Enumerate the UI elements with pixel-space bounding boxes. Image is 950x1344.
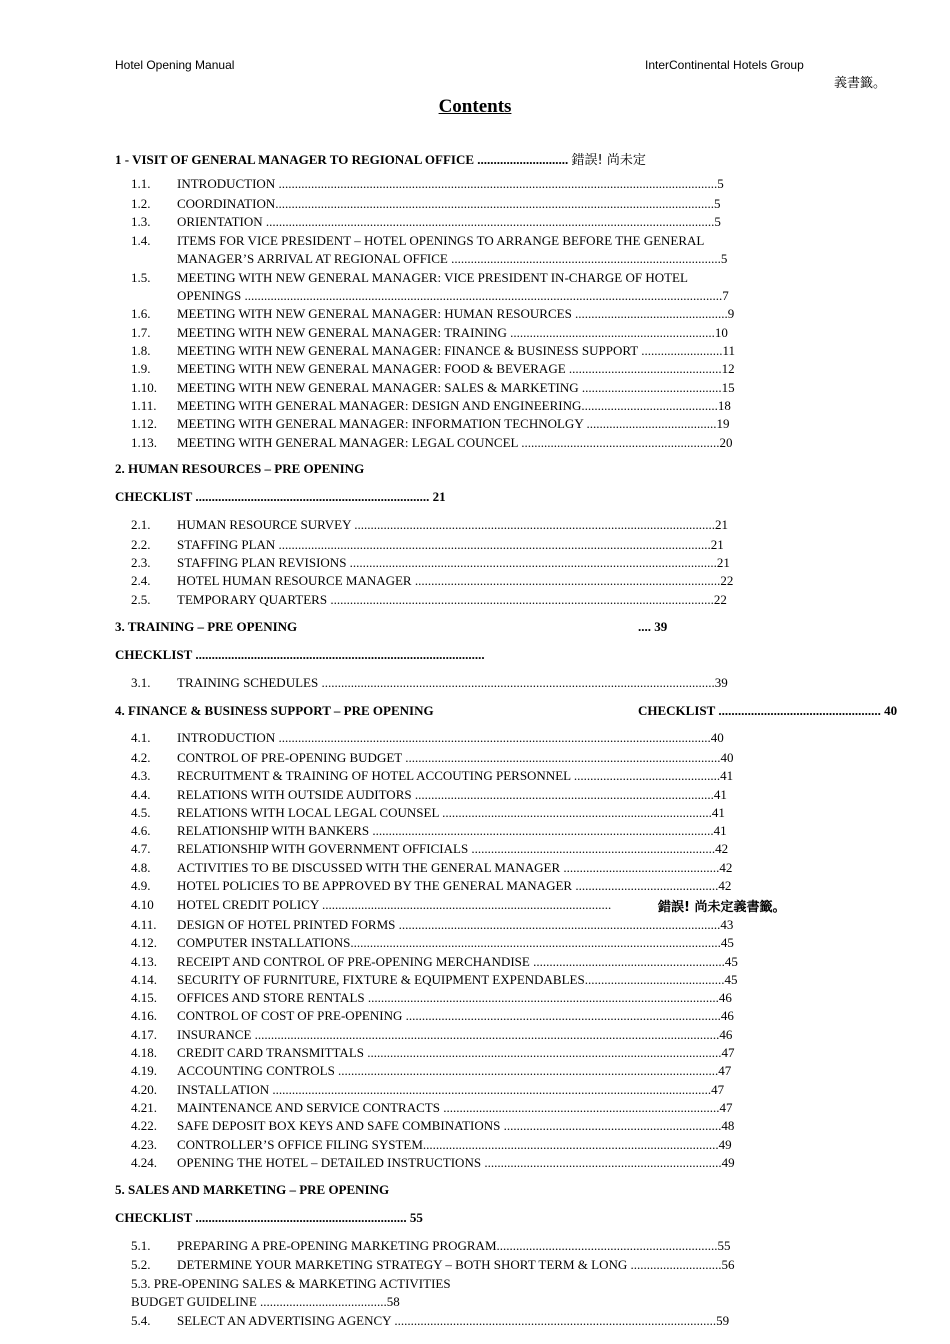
toc-entry-number: 1.11. xyxy=(131,398,157,413)
toc-section-2-heading[interactable]: 2. HUMAN RESOURCES – PRE OPENING xyxy=(115,461,365,476)
toc-entry-title[interactable]: MEETING WITH GENERAL MANAGER: INFORMATION TECHNOLGY ........................................19 xyxy=(177,416,730,431)
toc-entry-number: 1.10. xyxy=(131,380,157,395)
toc-entry-title[interactable]: COMPUTER INSTALLATIONS..................................................................................................................45 xyxy=(177,935,734,950)
toc-entry-title[interactable]: MEETING WITH NEW GENERAL MANAGER: HUMAN RESOURCES ...............................................9 xyxy=(177,306,735,321)
toc-entry-title-continued[interactable]: OPENINGS ...................................................................................................................................................7 xyxy=(177,288,729,303)
toc-entry-title[interactable]: SELECT AN ADVERTISING AGENCY ...................................................................................................59 xyxy=(177,1313,730,1328)
toc-entry-number: 3.1. xyxy=(131,675,151,690)
toc-entry-title[interactable]: RECEIPT AND CONTROL OF PRE-OPENING MERCHANDISE ...........................................................45 xyxy=(177,954,738,969)
bookmark-error-note: 義書籤。 xyxy=(834,76,887,91)
toc-entry-number: 1.4. xyxy=(131,233,151,248)
toc-entry-number: 4.15. xyxy=(131,990,157,1005)
toc-entry-title[interactable]: SECURITY OF FURNITURE, FIXTURE & EQUIPMENT EXPENDABLES...........................................45 xyxy=(177,972,738,987)
toc-entry-title[interactable]: RECRUITMENT & TRAINING OF HOTEL ACCOUTING PERSONNEL .............................................41 xyxy=(177,768,734,783)
toc-entry-number: 1.2. xyxy=(131,196,151,211)
toc-entry-number: 2.3. xyxy=(131,555,151,570)
bookmark-error-text: 錯誤! 尚未定義書籤。 xyxy=(658,900,786,915)
toc-entry-number: 4.14. xyxy=(131,972,157,987)
toc-entry-title[interactable]: ACCOUNTING CONTROLS .....................................................................................................................47 xyxy=(177,1063,732,1078)
toc-entry-number: 4.16. xyxy=(131,1008,157,1023)
toc-section-2-checklist[interactable]: CHECKLIST ........................................................................ 21 xyxy=(115,489,446,504)
toc-entry-number: 4.17. xyxy=(131,1027,157,1042)
toc-entry-number: 4.18. xyxy=(131,1045,157,1060)
toc-section-3-checklist[interactable]: CHECKLIST ......................................................................................... xyxy=(115,647,485,662)
toc-entry-title[interactable]: CREDIT CARD TRANSMITTALS .............................................................................................................47 xyxy=(177,1045,735,1060)
toc-entry-number: 5.1. xyxy=(131,1238,151,1253)
toc-entry-title[interactable]: RELATIONS WITH LOCAL LEGAL COUNSEL ...................................................................................41 xyxy=(177,805,725,820)
toc-entry-title[interactable]: PREPARING A PRE-OPENING MARKETING PROGRAM....................................................................55 xyxy=(177,1238,731,1253)
toc-section-4-checklist[interactable]: CHECKLIST .................................................. 40 xyxy=(638,703,898,718)
toc-entry-number: 4.23. xyxy=(131,1137,157,1152)
toc-entry-number: 4.21. xyxy=(131,1100,157,1115)
toc-entry-title[interactable]: INSURANCE ...............................................................................................................................................46 xyxy=(177,1027,733,1042)
toc-section-3-heading[interactable]: 3. TRAINING – PRE OPENING xyxy=(115,619,298,634)
toc-entry-title[interactable]: OFFICES AND STORE RENTALS ............................................................................................................46 xyxy=(177,990,732,1005)
toc-entry-number: 1.13. xyxy=(131,435,157,450)
toc-entry-number: 5.2. xyxy=(131,1257,151,1272)
toc-entry-number: 4.10 xyxy=(131,897,154,912)
toc-entry-title[interactable]: CONTROLLER’S OFFICE FILING SYSTEM...........................................................................................49 xyxy=(177,1137,732,1152)
toc-entry-number: 4.24. xyxy=(131,1155,157,1170)
toc-entry-5-3-line1[interactable]: 5.3. PRE-OPENING SALES & MARKETING ACTIVITIES xyxy=(131,1276,451,1291)
toc-entry-number: 1.8. xyxy=(131,343,151,358)
toc-entry-title[interactable]: MEETING WITH NEW GENERAL MANAGER: SALES & MARKETING ...........................................15 xyxy=(177,380,735,395)
toc-entry-number: 1.6. xyxy=(131,306,151,321)
toc-entry-title[interactable]: MEETING WITH GENERAL MANAGER: DESIGN AND ENGINEERING..........................................18 xyxy=(177,398,731,413)
toc-entry-number: 4.2. xyxy=(131,750,151,765)
toc-entry-title[interactable]: STAFFING PLAN .....................................................................................................................................21 xyxy=(177,537,724,552)
toc-entry-title[interactable]: RELATIONS WITH OUTSIDE AUDITORS ............................................................................................41 xyxy=(177,787,727,802)
toc-entry-title[interactable]: TRAINING SCHEDULES .........................................................................................................................39 xyxy=(177,675,728,690)
toc-entry-number: 4.19. xyxy=(131,1063,157,1078)
toc-entry-number: 2.4. xyxy=(131,573,151,588)
toc-entry-title[interactable]: ACTIVITIES TO BE DISCUSSED WITH THE GENERAL MANAGER ................................................42 xyxy=(177,860,733,875)
toc-entry-number: 1.3. xyxy=(131,214,151,229)
toc-entry-title[interactable]: DESIGN OF HOTEL PRINTED FORMS ...................................................................................................43 xyxy=(177,917,734,932)
toc-entry-title[interactable]: INTRODUCTION .....................................................................................................................................40 xyxy=(177,730,724,745)
toc-entry-title[interactable]: OPENING THE HOTEL – DETAILED INSTRUCTIONS .........................................................................49 xyxy=(177,1155,735,1170)
toc-entry-title-continued[interactable]: MANAGER’S ARRIVAL AT REGIONAL OFFICE ...................................................................................5 xyxy=(177,251,728,266)
toc-section-5-checklist[interactable]: CHECKLIST ................................................................. 55 xyxy=(115,1210,423,1225)
toc-entry-title[interactable]: MEETING WITH NEW GENERAL MANAGER: TRAINING ...............................................................10 xyxy=(177,325,728,340)
toc-entry-number: 4.1. xyxy=(131,730,151,745)
toc-entry-number: 4.9. xyxy=(131,878,151,893)
toc-section-5-heading[interactable]: 5. SALES AND MARKETING – PRE OPENING xyxy=(115,1182,390,1197)
toc-entry-title[interactable]: CONTROL OF PRE-OPENING BUDGET .................................................................................................40 xyxy=(177,750,734,765)
toc-entry-5-3-line2[interactable]: BUDGET GUIDELINE .......................................58 xyxy=(131,1294,400,1309)
toc-entry-title[interactable]: COORDINATION.......................................................................................................................................5 xyxy=(177,196,721,211)
bookmark-error-text: 錯誤! 尚未定 xyxy=(571,153,646,168)
toc-entry-title[interactable]: ITEMS FOR VICE PRESIDENT – HOTEL OPENINGS TO ARRANGE BEFORE THE GENERAL xyxy=(177,233,705,248)
toc-entry-title[interactable]: STAFFING PLAN REVISIONS .................................................................................................................21 xyxy=(177,555,730,570)
page-title: Contents xyxy=(438,96,512,117)
toc-entry-title[interactable]: HOTEL CREDIT POLICY ......................................................................................... xyxy=(177,897,612,912)
toc-entry-number: 5.4. xyxy=(131,1313,151,1328)
toc-entry-title[interactable]: DETERMINE YOUR MARKETING STRATEGY – BOTH SHORT TERM & LONG ............................56 xyxy=(177,1257,735,1272)
toc-entry-number: 4.3. xyxy=(131,768,151,783)
toc-entry-title[interactable]: RELATIONSHIP WITH GOVERNMENT OFFICIALS ...........................................................................42 xyxy=(177,841,729,856)
running-header-company: InterContinental Hotels Group xyxy=(645,58,804,72)
toc-entry-title[interactable]: HUMAN RESOURCE SURVEY ...............................................................................................................21 xyxy=(177,517,728,532)
toc-entry-title[interactable]: ORIENTATION ..........................................................................................................................................5 xyxy=(177,214,721,229)
toc-section-3-page[interactable]: .... 39 xyxy=(638,619,668,634)
toc-entry-title[interactable]: MAINTENANCE AND SERVICE CONTRACTS .....................................................................................47 xyxy=(177,1100,733,1115)
toc-entry-title[interactable]: MEETING WITH NEW GENERAL MANAGER: FINANCE & BUSINESS SUPPORT .........................11 xyxy=(177,343,735,358)
toc-entry-title[interactable]: CONTROL OF COST OF PRE-OPENING .................................................................................................46 xyxy=(177,1008,734,1023)
toc-entry-number: 2.1. xyxy=(131,517,151,532)
toc-entry-number: 4.22. xyxy=(131,1118,157,1133)
toc-entry-number: 1.9. xyxy=(131,361,151,376)
toc-entry-title[interactable]: SAFE DEPOSIT BOX KEYS AND SAFE COMBINATIONS ...................................................................48 xyxy=(177,1118,735,1133)
toc-entry-title[interactable]: HOTEL HUMAN RESOURCE MANAGER ..............................................................................................22 xyxy=(177,573,734,588)
toc-entry-number: 4.5. xyxy=(131,805,151,820)
toc-entry-number: 4.12. xyxy=(131,935,157,950)
toc-entry-title[interactable]: RELATIONSHIP WITH BANKERS .........................................................................................................41 xyxy=(177,823,727,838)
toc-entry-number: 2.2. xyxy=(131,537,151,552)
running-header-title: Hotel Opening Manual xyxy=(115,58,235,72)
toc-entry-title[interactable]: MEETING WITH NEW GENERAL MANAGER: VICE PRESIDENT IN-CHARGE OF HOTEL xyxy=(177,270,688,285)
toc-entry-number: 4.11. xyxy=(131,917,157,932)
toc-entry-number: 2.5. xyxy=(131,592,151,607)
toc-section-4-heading[interactable]: 4. FINANCE & BUSINESS SUPPORT – PRE OPENING xyxy=(115,703,434,718)
toc-entry-number: 4.8. xyxy=(131,860,151,875)
toc-entry-number: 4.7. xyxy=(131,841,151,856)
toc-entry-number: 1.5. xyxy=(131,270,151,285)
toc-section-1-heading[interactable]: 1 - VISIT OF GENERAL MANAGER TO REGIONAL OFFICE ............................ 錯誤! 尚未定 xyxy=(115,152,646,168)
toc-entry-number: 4.4. xyxy=(131,787,151,802)
toc-entry-number: 1.12. xyxy=(131,416,157,431)
toc-entry-number: 1.7. xyxy=(131,325,151,340)
toc-entry-number: 4.20. xyxy=(131,1082,157,1097)
toc-entry-number: 1.1. xyxy=(131,176,151,191)
toc-entry-title[interactable]: TEMPORARY QUARTERS ......................................................................................................................22 xyxy=(177,592,727,607)
toc-entry-number: 4.6. xyxy=(131,823,151,838)
toc-entry-title[interactable]: INTRODUCTION .......................................................................................................................................5 xyxy=(177,176,724,191)
toc-entry-title[interactable]: MEETING WITH NEW GENERAL MANAGER: FOOD & BEVERAGE ...............................................12 xyxy=(177,361,735,376)
toc-entry-number: 4.13. xyxy=(131,954,157,969)
toc-entry-title[interactable]: HOTEL POLICIES TO BE APPROVED BY THE GENERAL MANAGER ............................................42 xyxy=(177,878,732,893)
toc-entry-title[interactable]: MEETING WITH GENERAL MANAGER: LEGAL COUNCEL .............................................................20 xyxy=(177,435,733,450)
toc-entry-title[interactable]: INSTALLATION .......................................................................................................................................47 xyxy=(177,1082,725,1097)
